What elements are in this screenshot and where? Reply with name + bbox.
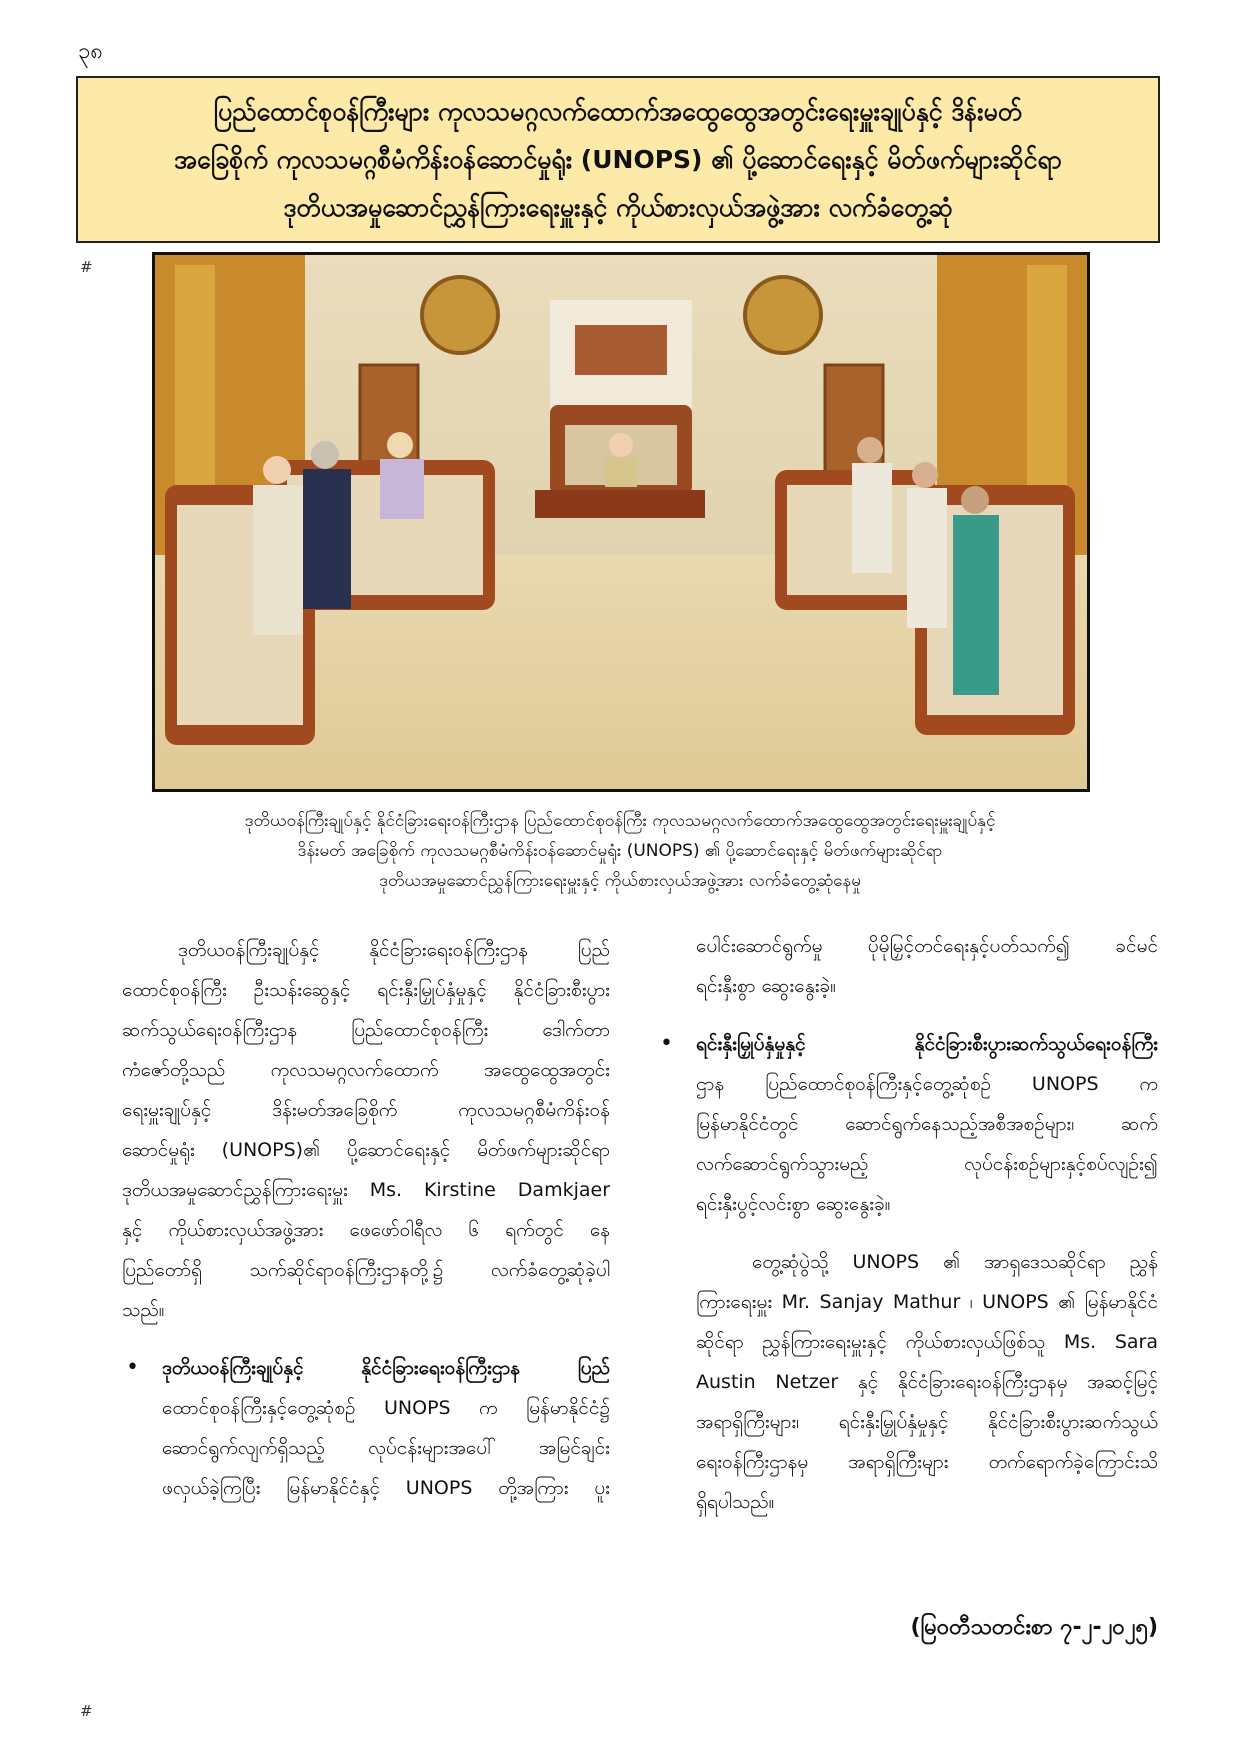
meeting-photo <box>152 252 1090 792</box>
photo-caption <box>150 806 1090 896</box>
bullet-line: ဒုတိယဝန်ကြီးချုပ်နှင့် နိုင်ငံခြားရေးဝန်ကြီးဌာန ပြည် <box>162 1357 610 1379</box>
body-line: ရှိရပါသည်။ <box>696 1491 775 1513</box>
body-line: ဒုတိယဝန်ကြီးချုပ်နှင့် နိုင်ငံခြားရေးဝန်ကြီးဌာန ပြည် <box>178 939 610 961</box>
bullet-item-investment <box>656 1024 1158 1224</box>
bullet-item-deputy-pm <box>122 1348 610 1508</box>
body-line: အရာရှိကြီးများ၊ ရင်းနှီးမြှုပ်နှံမှုနှင့် နိုင်ငံခြားစီးပွားဆက်သွယ် <box>696 1411 1158 1433</box>
headline-box <box>76 76 1160 243</box>
body-line: ဆက်သွယ်ရေးဝန်ကြီးဌာန ပြည်ထောင်စုဝန်ကြီး ဒေါက်တာ <box>122 1019 610 1041</box>
news-source: (မြဝတီသတင်းစာ ၇-၂-၂၀၂၅) <box>910 1615 1158 1640</box>
bullet-line: ဌာန ပြည်ထောင်စုဝန်ကြီးနှင့်တွေ့ဆုံစဉ် UNOPS က <box>696 1073 1158 1095</box>
headline-line-3: ဒုတိယအမှုဆောင်ညွှန်ကြားရေးမှူးနှင့် ကိုယ်စားလှယ်အဖွဲ့အား လက်ခံတွေ့ဆုံ <box>283 192 953 222</box>
page-marker-top: # <box>80 258 93 276</box>
bullet-line: ဆောင်ရွက်လျက်ရှိသည့် လုပ်ငန်းများအပေါ် အမြင်ချင်း <box>162 1437 610 1459</box>
bullet-line: ရင်းနှီးပွင့်လင်းစွာ ဆွေးနွေးခဲ့။ <box>696 1193 891 1215</box>
bullet-icon: • <box>126 1355 139 1380</box>
bullet-line: ရင်းနှီးစွာ ဆွေးနွေးခဲ့။ <box>696 975 836 997</box>
caption-line-2: ဒိန်းမတ် အခြေစိုက် ကုလသမဂ္ဂစီမံကိန်းဝန်ဆောင်မှုရုံး (UNOPS) ၏ ပို့ဆောင်ရေးနှင့် မိတ်ဖက်များဆိုင်ရာ <box>297 841 943 861</box>
page-number: ၃၈ <box>78 39 103 64</box>
bullet-line: ဖလှယ်ခဲ့ကြပြီး မြန်မာနိုင်ငံနှင့် UNOPS တို့အကြား ပူး <box>162 1477 610 1499</box>
bullet-icon: • <box>660 1031 673 1056</box>
body-line: ဆိုင်ရာ ညွှန်ကြားရေးမှူးနှင့် ကိုယ်စားလှယ်ဖြစ်သူ Ms. Sara <box>696 1331 1158 1353</box>
body-line: ပြည်တော်ရှိ သက်ဆိုင်ရာဝန်ကြီးဌာနတို့၌ လက်ခံတွေ့ဆုံခဲ့ပါ <box>122 1259 610 1281</box>
closing-paragraph <box>656 1242 1158 1522</box>
caption-line-1: ဒုတိယဝန်ကြီးချုပ်နှင့် နိုင်ငံခြားရေးဝန်ကြီးဌာန ပြည်ထောင်စုဝန်ကြီး ကုလသမဂ္ဂလက်ထောက်အထွေထွေအတွင်းရေးမှူးချုပ်နှင့် <box>244 811 996 831</box>
body-line: ဒုတိယအမှုဆောင်ညွှန်ကြားရေးမှူး Ms. Kirstine Damkjaer <box>122 1179 610 1201</box>
body-line: Austin Netzer နှင့် နိုင်ငံခြားရေးဝန်ကြီးဌာနမှ အဆင့်မြင့် <box>696 1371 1158 1393</box>
bullet-line: ထောင်စုဝန်ကြီးနှင့်တွေ့ဆုံစဉ် UNOPS က မြန်မာနိုင်ငံ၌ <box>162 1397 610 1419</box>
left-column <box>122 930 610 1508</box>
bullet-line: မြန်မာနိုင်ငံတွင် ဆောင်ရွက်နေသည့်အစီအစဉ်များ၊ ဆက် <box>696 1113 1158 1135</box>
body-line: ကံဇော်တို့သည် ကုလသမဂ္ဂလက်ထောက် အထွေထွေအတွင်း <box>122 1059 610 1081</box>
headline-line-2: အခြေစိုက် ကုလသမဂ္ဂစီမံကိန်းဝန်ဆောင်မှုရုံး (UNOPS) ၏ ပို့ဆောင်ရေးနှင့် မိတ်ဖက်များဆိုင်ရာ <box>174 144 1062 174</box>
body-line: တွေ့ဆုံပွဲသို့ UNOPS ၏ အာရှဒေသဆိုင်ရာ ညွှန် <box>752 1251 1158 1273</box>
body-line: နှင့် ကိုယ်စားလှယ်အဖွဲ့အား ဖေဖော်ဝါရီလ ၆ ရက်တွင် နေ <box>122 1219 610 1241</box>
body-line: ကြားရေးမှူး Mr. Sanjay Mathur ၊ UNOPS ၏ မြန်မာနိုင်ငံ <box>696 1291 1158 1313</box>
body-line: ဆောင်မှုရုံး (UNOPS)၏ ပို့ဆောင်ရေးနှင့် မိတ်ဖက်များဆိုင်ရာ <box>122 1139 610 1161</box>
bullet-item-continued <box>656 926 1158 1006</box>
bullet-line: ပေါင်းဆောင်ရွက်မှု ပိုမိုမြှင့်တင်ရေးနှင့်ပတ်သက်၍ ခင်မင် <box>696 935 1158 957</box>
caption-line-3: ဒုတိယအမှုဆောင်ညွှန်ကြားရေးမှူးနှင့် ကိုယ်စားလှယ်အဖွဲ့အား လက်ခံတွေ့ဆုံနေမှု <box>379 871 861 891</box>
right-column <box>656 926 1158 1522</box>
body-line: ရေးဝန်ကြီးဌာနမှ အရာရှိကြီးများ တက်ရောက်ခဲ့ကြောင်းသိ <box>696 1451 1158 1473</box>
page-marker-bottom: # <box>80 1702 93 1720</box>
bullet-line: လက်ဆောင်ရွက်သွားမည့် လုပ်ငန်းစဉ်များနှင့်စပ်လျဉ်း၍ <box>696 1153 1158 1175</box>
bullet-line: ရင်းနှီးမြှုပ်နှံမှုနှင့် နိုင်ငံခြားစီးပွားဆက်သွယ်ရေးဝန်ကြီး <box>696 1033 1158 1055</box>
body-line: ထောင်စုဝန်ကြီး ဦးသန်းဆွေနှင့် ရင်းနှီးမြှုပ်နှံမှုနှင့် နိုင်ငံခြားစီးပွား <box>122 979 610 1001</box>
headline-line-1: ပြည်ထောင်စုဝန်ကြီးများ ကုလသမဂ္ဂလက်ထောက်အထွေထွေအတွင်းရေးမှူးချုပ်နှင့် ဒိန်းမတ် <box>213 96 1023 126</box>
meeting-photo-illustration <box>155 255 1087 789</box>
body-line: သည်။ <box>122 1299 165 1321</box>
body-line: ရေးမှူးချုပ်နှင့် ဒိန်းမတ်အခြေစိုက် ကုလသမဂ္ဂစီမံကိန်းဝန် <box>122 1099 610 1121</box>
